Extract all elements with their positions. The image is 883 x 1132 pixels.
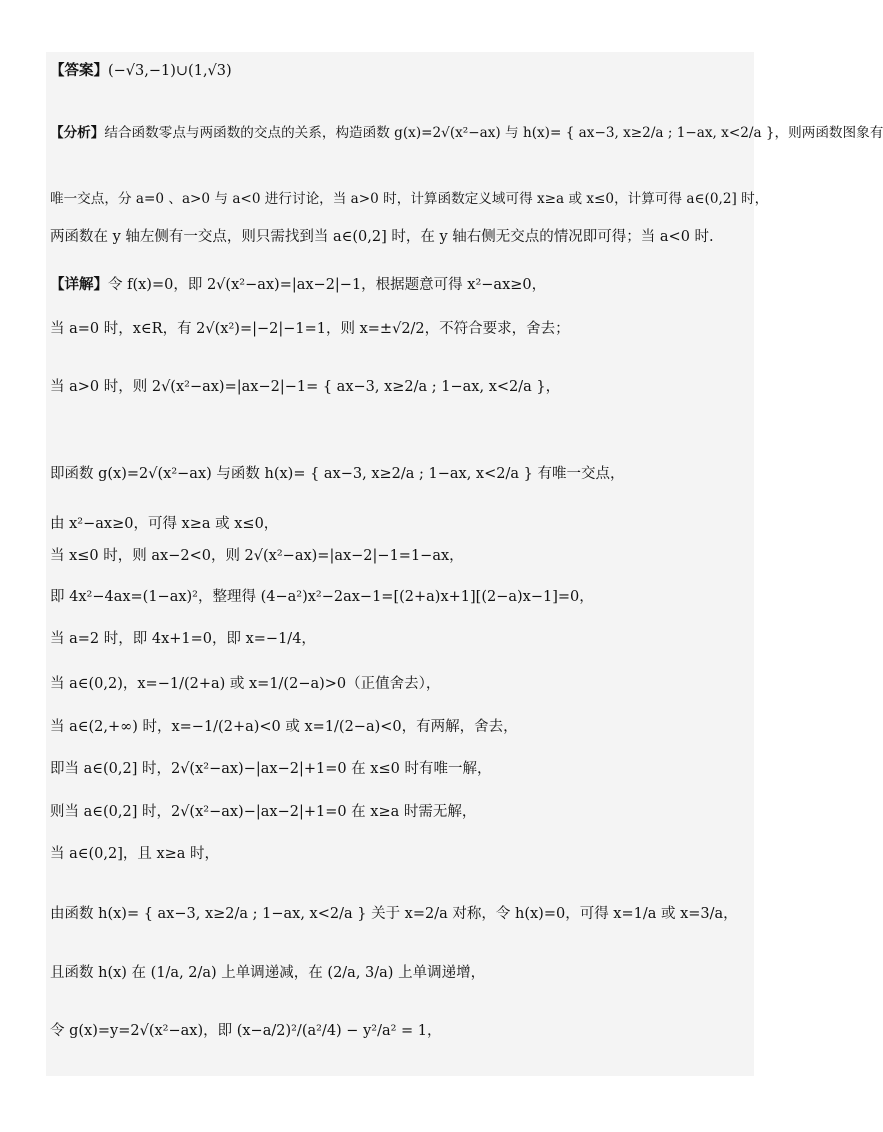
detail-line-15: 且函数 h(x) 在 (1/a, 2/a) 上单调递减，在 (2/a, 3/a) 上单调递增，	[50, 965, 486, 981]
analysis-line-3: 两函数在 y 轴左侧有一交点，则只需找到当 a∈(0,2] 时，在 y 轴右侧无交点的情况即可得；当 a<0 时.	[50, 229, 714, 245]
detail-line-13: 当 a∈(0,2]，且 x≥a 时，	[50, 846, 220, 862]
section-label: 【分析】	[50, 125, 105, 141]
detail-line-9: 当 a∈(0,2)，x=−1/(2+a) 或 x=1/(2−a)>0（正值舍去），	[50, 676, 441, 692]
detail-line-3: 当 a>0 时，则 2√(x²−ax)=|ax−2|−1= { ax−3, x≥2/a ; 1−ax, x<2/a }，	[50, 379, 561, 395]
detail-line-8: 当 a=2 时，即 4x+1=0，即 x=−1/4，	[50, 631, 316, 647]
detail-line-2: 当 a=0 时，x∈R，有 2√(x²)=|−2|−1=1，则 x=±√2/2，不符合要求，舍去；	[50, 321, 570, 337]
detail-line-1: 【详解】令 f(x)=0，即 2√(x²−ax)=|ax−2|−1，根据题意可得 x²−ax≥0，	[50, 277, 547, 293]
detail-line-5: 由 x²−ax≥0，可得 x≥a 或 x≤0，	[50, 516, 279, 532]
detail-line-16: 令 g(x)=y=2√(x²−ax)，即 (x−a/2)²/(a²/4) − y²/a² = 1，	[50, 1023, 442, 1039]
detail-line-10: 当 a∈(2,+∞) 时，x=−1/(2+a)<0 或 x=1/(2−a)<0，有两解，舍去，	[50, 719, 518, 735]
section-label: 【答案】	[50, 63, 108, 79]
detail-line-4: 即函数 g(x)=2√(x²−ax) 与函数 h(x)= { ax−3, x≥2/a ; 1−ax, x<2/a } 有唯一交点，	[50, 466, 625, 482]
answer-line: 【答案】(−√3,−1)∪(1,√3)	[50, 63, 232, 79]
detail-line-6: 当 x≤0 时，则 ax−2<0，则 2√(x²−ax)=|ax−2|−1=1−ax，	[50, 548, 464, 564]
detail-line-14: 由函数 h(x)= { ax−3, x≥2/a ; 1−ax, x<2/a } 关于 x=2/a 对称，令 h(x)=0，可得 x=1/a 或 x=3/a，	[50, 906, 738, 922]
analysis-line-2: 唯一交点，分 a=0 、a>0 与 a<0 进行讨论，当 a>0 时，计算函数定义域可得 x≥a 或 x≤0，计算可得 a∈(0,2] 时，	[50, 191, 769, 207]
detail-line-12: 则当 a∈(0,2] 时，2√(x²−ax)−|ax−2|+1=0 在 x≥a 时需无解，	[50, 804, 477, 820]
detail-line-7: 即 4x²−4ax=(1−ax)²，整理得 (4−a²)x²−2ax−1=[(2+a)x+1][(2−a)x−1]=0，	[50, 589, 594, 605]
detail-line-11: 即当 a∈(0,2] 时，2√(x²−ax)−|ax−2|+1=0 在 x≤0 时有唯一解，	[50, 761, 492, 777]
section-label: 【详解】	[50, 277, 108, 293]
analysis-line-1: 【分析】结合函数零点与两函数的交点的关系，构造函数 g(x)=2√(x²−ax) 与 h(x)= { ax−3, x≥2/a ; 1−ax, x<2/a }，则两函数图象有	[50, 125, 883, 141]
